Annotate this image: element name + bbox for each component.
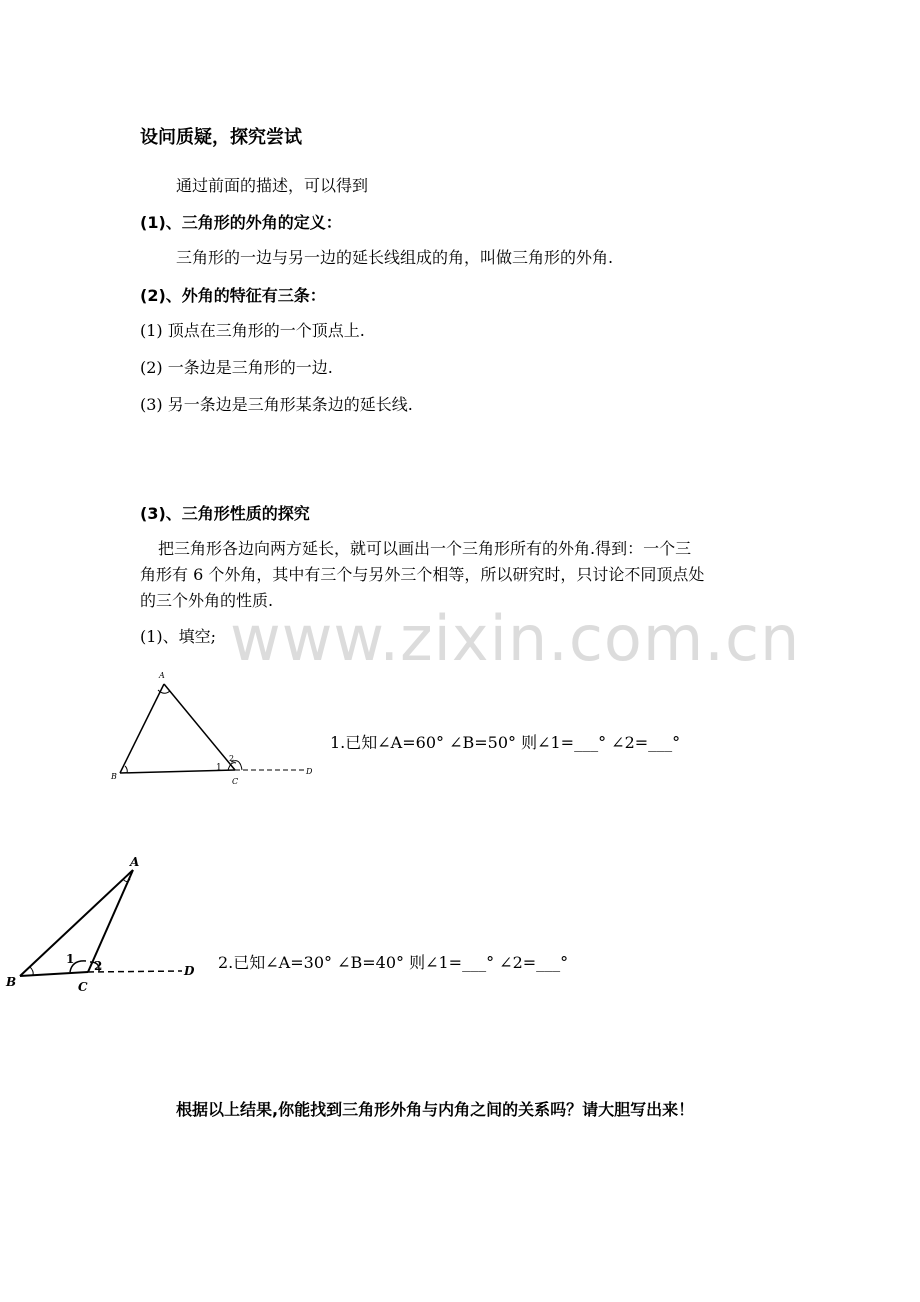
conclusion-prompt: 根据以上结果,你能找到三角形外角与内角之间的关系吗？请大胆写出来！ (176, 1100, 695, 1119)
feature-item-3: (3) 另一条边是三角形某条边的延长线. (140, 395, 413, 414)
feature-item-2: (2) 一条边是三角形的一边. (140, 358, 333, 377)
triangle-figure-2 (0, 850, 210, 1000)
intro-text: 通过前面的描述，可以得到 (176, 176, 369, 195)
vertex-label-b: B (111, 772, 117, 781)
watermark: www.zixin.com.cn (230, 602, 801, 675)
angle-label-2: 2 (94, 959, 103, 973)
vertex-label-a: A (159, 671, 165, 680)
question-2: 2.已知∠A=30° ∠B=40° 则∠1=___° ∠2=___° (218, 953, 569, 972)
definition-text: 三角形的一边与另一边的延长线组成的角，叫做三角形的外角. (176, 248, 614, 267)
question-1: 1.已知∠A=60° ∠B=50° 则∠1=___° ∠2=___° (330, 733, 681, 752)
definition-heading: (1)、三角形的外角的定义： (140, 213, 342, 232)
exploration-paragraph-line-1: 把三角形各边向两方延长，就可以画出一个三角形所有的外角.得到：一个三 (158, 539, 692, 558)
exploration-heading: (3)、三角形性质的探究 (140, 504, 310, 523)
vertex-label-c: C (232, 777, 239, 786)
vertex-label-d: D (184, 964, 195, 978)
feature-item-1: (1) 顶点在三角形的一个顶点上. (140, 321, 365, 340)
vertex-label-a: A (130, 855, 140, 869)
vertex-label-c: C (78, 980, 88, 994)
features-heading: (2)、外角的特征有三条： (140, 286, 326, 305)
vertex-label-d: D (306, 767, 313, 776)
exploration-paragraph-line-2: 角形有 6 个外角，其中有三个与另外三个相等，所以研究时，只讨论不同顶点处 (140, 565, 705, 584)
exploration-paragraph-line-3: 的三个外角的性质. (140, 591, 274, 610)
fill-in-label: (1)、填空; (140, 627, 217, 646)
angle-label-1: 1 (216, 763, 222, 773)
angle-label-2: 2 (229, 754, 235, 763)
vertex-label-b: B (6, 975, 17, 989)
triangle-figure-1 (100, 666, 330, 796)
angle-label-1: 1 (66, 952, 75, 966)
section-title: 设问质疑，探究尝试 (140, 127, 302, 148)
